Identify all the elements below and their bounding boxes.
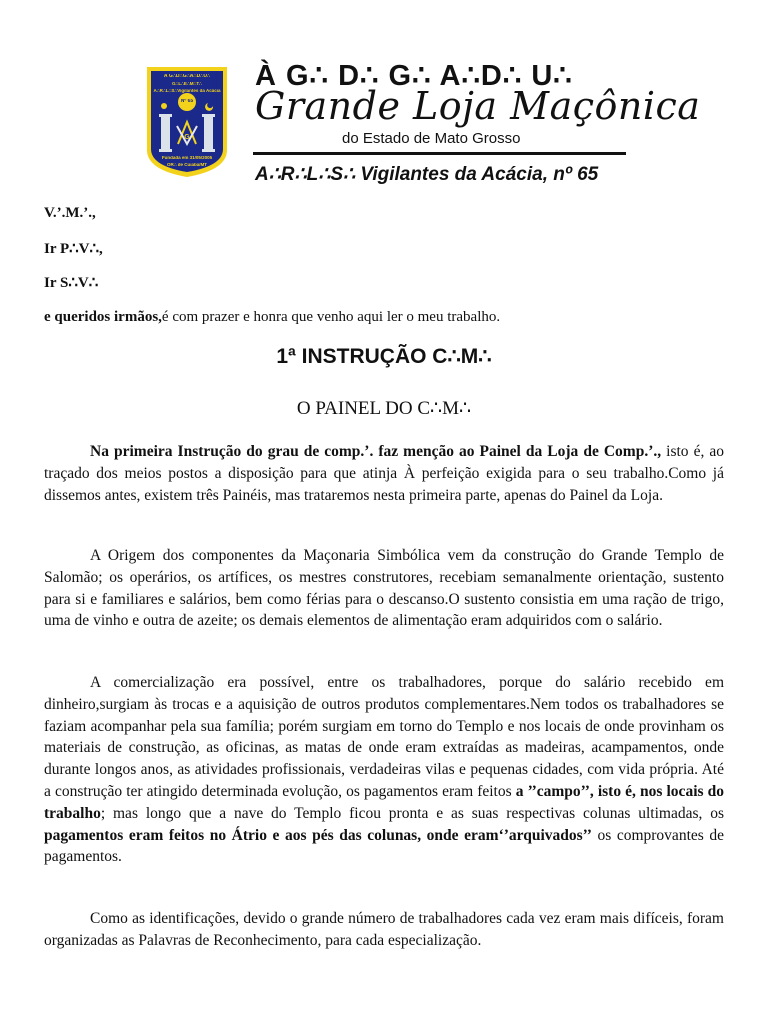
emblem-founded: Fundada em 31/05/2005 <box>161 156 213 160</box>
paragraph-1-lead: Na primeira Instrução do grau de comp.’. faz menção ao Painel da Loja de Comp.’., <box>90 443 662 460</box>
paragraph-3-text-e: os comprovantes de pagamentos. <box>44 826 725 866</box>
document-title: 1ª INSTRUÇÃO C∴M∴ <box>276 345 492 368</box>
paragraph-1-text: isto é, ao traçado dos meios postos a disposição para que atinja À perfeição exigida para o seu trabalho.Como já dissemos antes, existem três Painéis, mas trataremos nesta primeira parte, apenas do Painel da Loja. <box>44 443 724 504</box>
paragraph-3-emphasis-b: pagamentos eram feitos no Átrio e aos pés das colunas, onde eram‘’arquivados’’ <box>44 826 592 844</box>
salutation-line-1: V.’.M.’., <box>44 205 96 221</box>
salutation-line-4 <box>44 309 500 326</box>
emblem-line-1: À G∴D∴G∴A∴D∴U∴ <box>163 74 211 79</box>
salutation-line-3: Ir S∴V∴ <box>44 275 99 291</box>
document-subtitle: O PAINEL DO C∴M∴ <box>296 398 472 419</box>
paragraph-4 <box>44 908 724 952</box>
emblem-line-2: G∴L∴E∴M∴T∴ <box>171 82 203 86</box>
emblem-number: Nº 65 <box>180 99 194 104</box>
letterhead-lodge-subtitle: A∴R∴L∴S∴ Vigilantes da Acácia, nº 65 <box>255 164 599 185</box>
salutation-text: é com prazer e honra que venho aqui ler o meu trabalho. <box>161 309 501 325</box>
paragraph-3-text-a: A comercialização era possível, entre os trabalhadores, porque do salário recebido em dinheiro,surgiam às trocas e a aquisição de outros produtos complementares.Nem todos os trabalhadores se faziam acompanhar pela sua família; porém surgiam em torno do Templo e nos locais de onde provinham os materiais de construção, as oficinas, as matas de onde eram extraídas as madeiras, acampamentos, onde durante longos anos, as atividades profissionais, verdadeiras vilas e pequenas cidades, com vida própria. Até a construção ter atingido determinada evolução, os pagamentos eram feitos <box>44 674 724 800</box>
lodge-emblem <box>144 64 230 180</box>
emblem-orient: OR∴ de Cuiabá/MT <box>166 163 208 167</box>
letterhead-divider <box>253 152 626 155</box>
svg-text:G: G <box>184 134 190 141</box>
paragraph-2-text: A Origem dos componentes da Maçonaria Simbólica vem da construção do Grande Templo de Salomão; os operários, os artífices, os mestres construtores, recebiam semanalmente orientação, sustento para si e familiares e salários, bem como férias para o descanso.O sustento consistia em uma ração de trigo, uma de vinho e outra de azeite; os demais elementos de alimentação eram adquiridos com o salário. <box>44 547 724 630</box>
paragraph-3 <box>44 672 724 868</box>
salutation-greeting: e queridos irmãos, <box>44 309 162 325</box>
paragraph-3-emphasis-a: a ’’campo’’, isto é, nos locais do trabalho <box>44 782 724 822</box>
paragraph-2 <box>44 545 724 632</box>
paragraph-3-text-c: ; mas longo que a nave do Templo ficou pronta e as suas respectivas colunas ultimadas, os <box>100 804 724 822</box>
emblem-line-3: A∴R∴L∴S∴Vigilantes da Acácia <box>153 89 221 93</box>
salutation-line-2: Ir P∴V∴, <box>44 241 103 257</box>
letterhead-lodge-name: Grande Loja Maçônica <box>255 84 701 128</box>
letterhead-invocation: À G∴ D∴ G∴ A∴D∴ U∴ <box>255 60 573 92</box>
letterhead-state: do Estado de Mato Grosso <box>342 130 521 147</box>
paragraph-4-text: Como as identificações, devido o grande número de trabalhadores cada vez eram mais difíceis, foram organizadas as Palavras de Reconhecimento, para cada especialização. <box>44 910 724 949</box>
paragraph-1 <box>44 441 724 506</box>
